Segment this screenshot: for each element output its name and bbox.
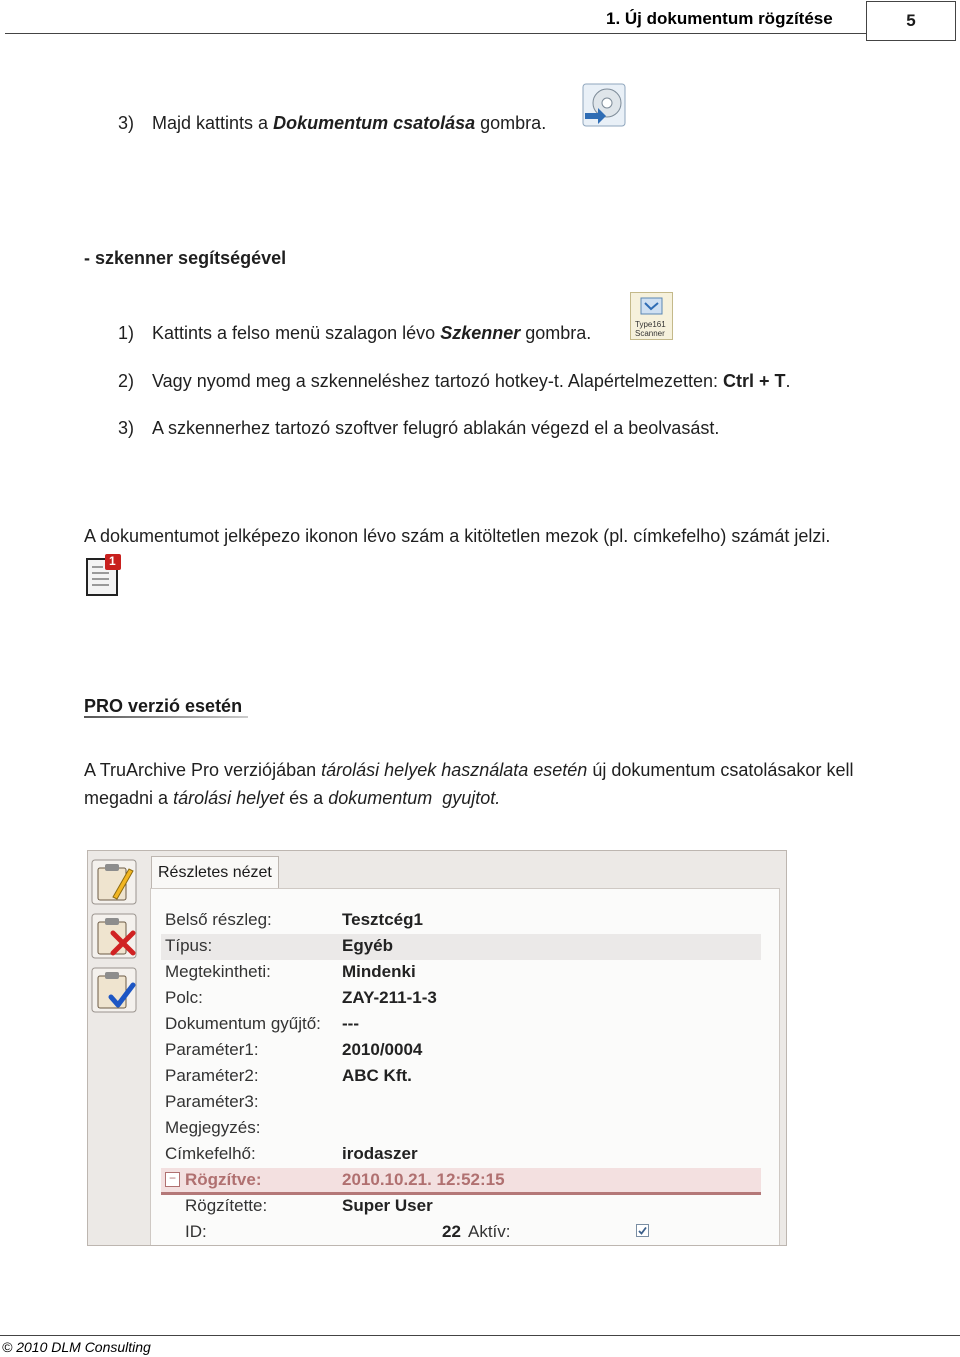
property-value: Mindenki (342, 962, 416, 981)
property-value: Super User (342, 1196, 433, 1215)
property-value: --- (342, 1014, 359, 1033)
tab-detailed-view[interactable]: Részletes nézet (151, 856, 279, 889)
step-text: Majd kattints a (152, 113, 269, 133)
property-row (161, 1142, 761, 1168)
property-label: Megjegyzés: (165, 1118, 261, 1137)
pro-heading: PRO verzió esetén (84, 696, 243, 716)
property-row (161, 1038, 761, 1064)
step-action: Szkenner (440, 323, 521, 343)
badge-count: 1 (109, 554, 116, 568)
property-row (161, 1012, 761, 1038)
property-label: ID: (185, 1222, 207, 1241)
footer-copyright: © 2010 DLM Consulting (2, 1339, 151, 1355)
property-value: 2010.10.21. 12:52:15 (342, 1170, 505, 1189)
document-badge-icon (85, 553, 123, 597)
step-number: 2) (118, 371, 135, 391)
step-3-line (118, 113, 546, 134)
property-value: Egyéb (342, 936, 394, 955)
property-value: 2010/0004 (342, 1040, 423, 1059)
property-value: irodaszer (342, 1144, 418, 1163)
text: A TruArchive Pro verziójában (84, 760, 317, 780)
scanner-step-3 (118, 418, 719, 439)
text: megadni a (84, 788, 169, 808)
step-action: Dokumentum csatolása (273, 113, 476, 133)
property-row (161, 1194, 761, 1220)
step-suffix: gombra. (480, 113, 547, 133)
attach-document-icon (582, 83, 626, 127)
property-row (161, 1116, 761, 1142)
step-text: Vagy nyomd meg a szkenneléshez tartozó hotkey-t. Alapértelmezetten: (152, 371, 718, 391)
property-row (161, 1090, 761, 1116)
note-paragraph: A dokumentumot jelképezo ikonon lévo szám a kitöltetlen mezok (pl. címkefelho) számát jelzi. (84, 526, 831, 546)
delete-clipboard-icon[interactable] (91, 913, 137, 959)
scanner-icon (630, 292, 673, 340)
property-label: Polc: (165, 988, 203, 1007)
step-text: Kattints a felso menü szalagon lévo (152, 323, 436, 343)
property-row (161, 1064, 761, 1090)
property-grid (150, 888, 780, 1246)
hotkey: Ctrl + T (723, 371, 786, 391)
step-suffix: gombra. (525, 323, 592, 343)
text: és a (289, 788, 324, 808)
text: új dokumentum csatolásakor kell (592, 760, 854, 780)
header-rule (5, 33, 867, 34)
step-number: 3) (118, 113, 135, 133)
scanner-step-2 (118, 371, 791, 392)
property-row (161, 986, 761, 1012)
action-sidebar (88, 851, 144, 1246)
footer-rule (0, 1335, 960, 1336)
property-row-selected[interactable] (161, 934, 761, 960)
approve-clipboard-icon[interactable] (91, 967, 137, 1013)
property-label: Paraméter2: (165, 1066, 259, 1085)
scanner-icon-line2: Scanner (635, 329, 665, 338)
property-label: Belső részleg: (165, 910, 272, 929)
property-group-row[interactable] (161, 1168, 761, 1195)
property-label: Paraméter1: (165, 1040, 259, 1059)
step-number: 3) (118, 418, 135, 438)
property-label: Paraméter3: (165, 1092, 259, 1111)
property-value: Tesztcég1 (342, 910, 423, 929)
property-label: Típus: (165, 936, 213, 955)
pro-paragraph-line-1 (84, 760, 853, 781)
edit-clipboard-icon[interactable] (91, 859, 137, 905)
property-label: Dokumentum gyűjtő: (165, 1014, 321, 1033)
property-row (161, 1220, 761, 1246)
property-value: ABC Kft. (342, 1066, 412, 1085)
heading-dash: - (84, 248, 90, 268)
step-text: A szkennerhez tartozó szoftver felugró ablakán végezd el a beolvasást. (152, 418, 720, 438)
emphasis: dokumentum gyujtot. (328, 788, 501, 808)
chapter-title: 1. Új dokumentum rögzítése (606, 9, 833, 28)
heading-text: szkenner segítségével (95, 248, 287, 268)
active-checkbox[interactable] (636, 1224, 649, 1237)
property-value: 22 (442, 1222, 461, 1241)
property-label: Rögzítette: (185, 1196, 268, 1215)
property-value: ZAY-211-1-3 (342, 988, 437, 1007)
scanner-heading (84, 248, 286, 269)
collapse-icon[interactable]: − (165, 1172, 180, 1187)
details-panel-screenshot (87, 850, 787, 1246)
property-row (161, 960, 761, 986)
property-label: Megtekintheti: (165, 962, 271, 981)
scanner-icon-line1: Type161 (635, 320, 666, 329)
emphasis: tárolási helyet (173, 788, 285, 808)
page-number: 5 (866, 1, 956, 41)
property-label: Címkefelhő: (165, 1144, 256, 1163)
pro-paragraph-line-2 (84, 788, 500, 809)
property-row (161, 908, 761, 934)
pro-heading-underline (84, 716, 248, 718)
step-suffix: . (785, 371, 791, 391)
scanner-step-1 (118, 323, 591, 344)
property-label: Rögzítve: (185, 1170, 262, 1189)
step-number: 1) (118, 323, 135, 343)
emphasis: tárolási helyek használata esetén (321, 760, 588, 780)
active-label: Aktív: (468, 1222, 511, 1241)
